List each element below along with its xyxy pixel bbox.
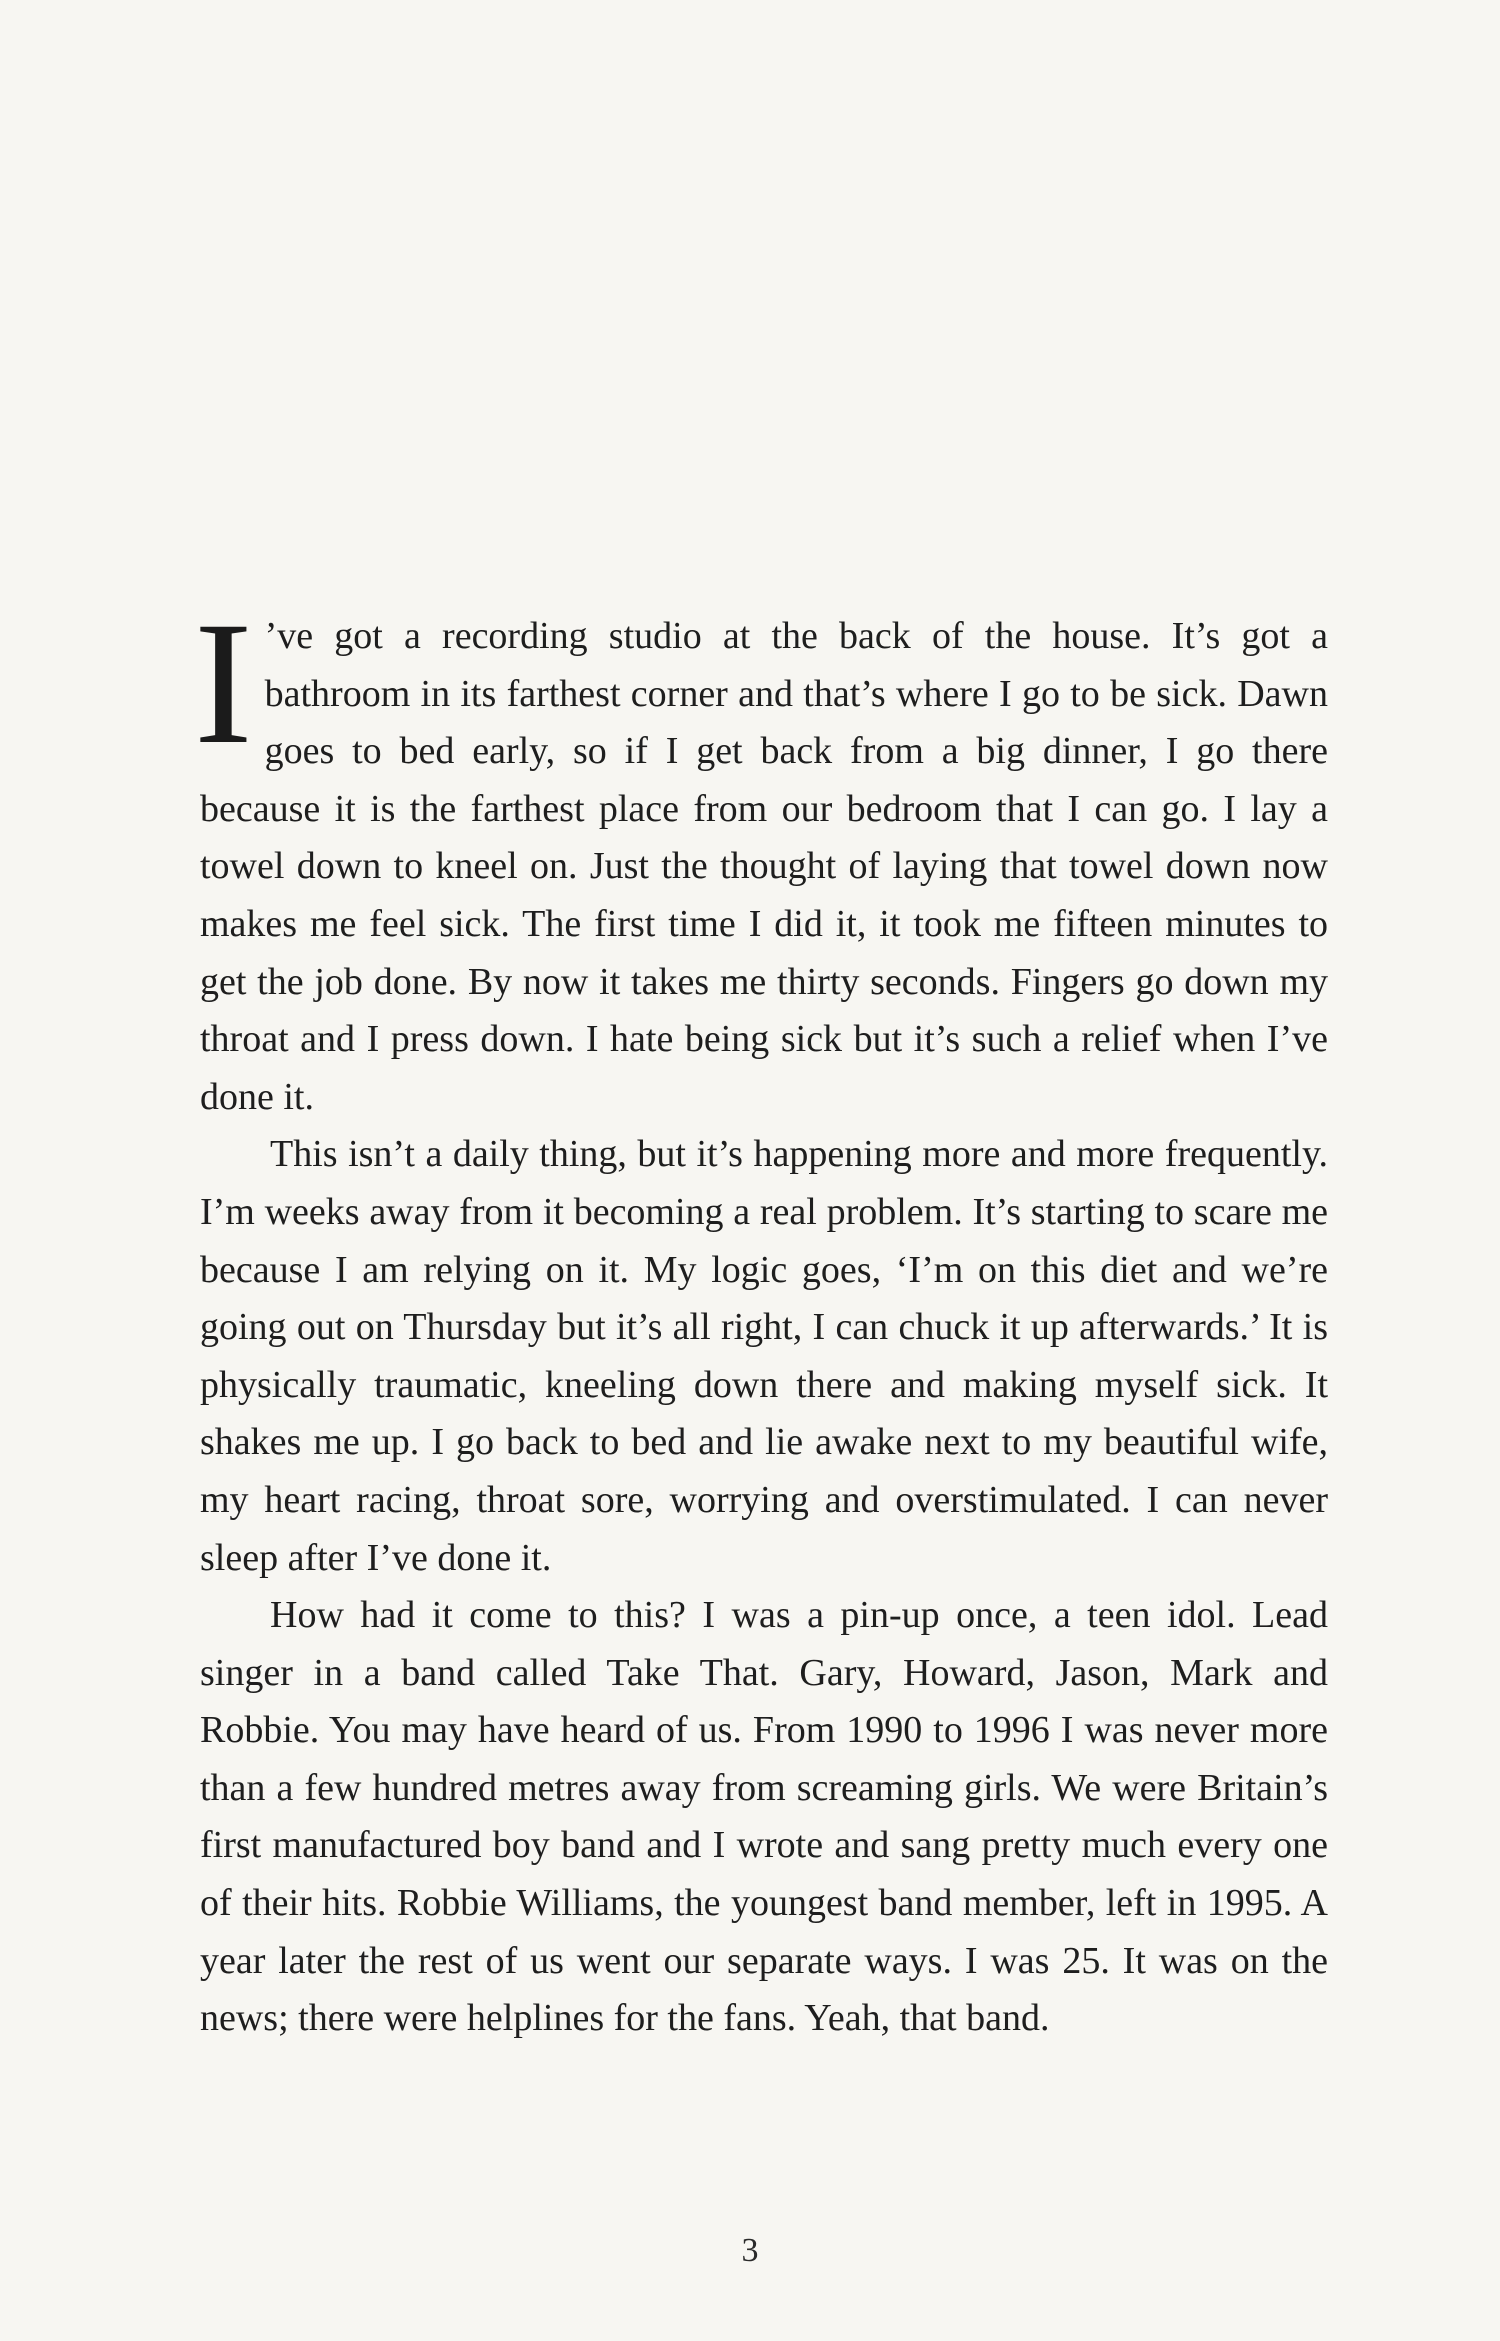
paragraph-2: This isn’t a daily thing, but it’s happening more and more frequently. I’m weeks away from it becoming a real problem. It’s starting to scare me because I am relying on it. My logic goes, ‘I’m on this diet and we’re going out on Thursday but it’s all right, I can chuck it up afterwards.’ It is physically traumatic, kneeling down there and making myself sick. It shakes me up. I go back to bed and lie awake next to my beautiful wife, my heart racing, throat sore, worrying and overstimulated. I can never sleep after I’ve done it. [200,1133,1328,1579]
page-number: 3 [741,2232,759,2269]
paragraph-1 [194,586,1328,1126]
drop-cap: I [194,586,253,781]
paragraph-1-text: ’ve got a recording studio at the back of the house. It’s got a bathroom in its farthest corner and that’s where I go to be sick. Dawn goes to bed early, so if I get back from a big dinner, I go there because it is the farthest place from our bedroom that I can go. I lay a towel down to kneel on. Just the thought of laying that towel down now makes me feel sick. The first time I did it, it took me fifteen minutes to get the job done. By now it takes me thirty seconds. Fingers go down my throat and I press down. I hate being sick but it’s such a relief when I’ve done it. [200,615,1328,1118]
body-text [194,586,1328,2048]
paragraph-3: How had it come to this? I was a pin-up once, a teen idol. Lead singer in a band called Take That. Gary, Howard, Jason, Mark and Robbie. You may have heard of us. From 1990 to 1996 I was never more than a few hundred metres away from screaming girls. We were Britain’s first manufactured boy band and I wrote and sang pretty much every one of their hits. Robbie Williams, the youngest band member, left in 1995. A year later the rest of us went our separate ways. I was 25. It was on the news; there were helplines for the fans. Yeah, that band. [200,1594,1328,2040]
